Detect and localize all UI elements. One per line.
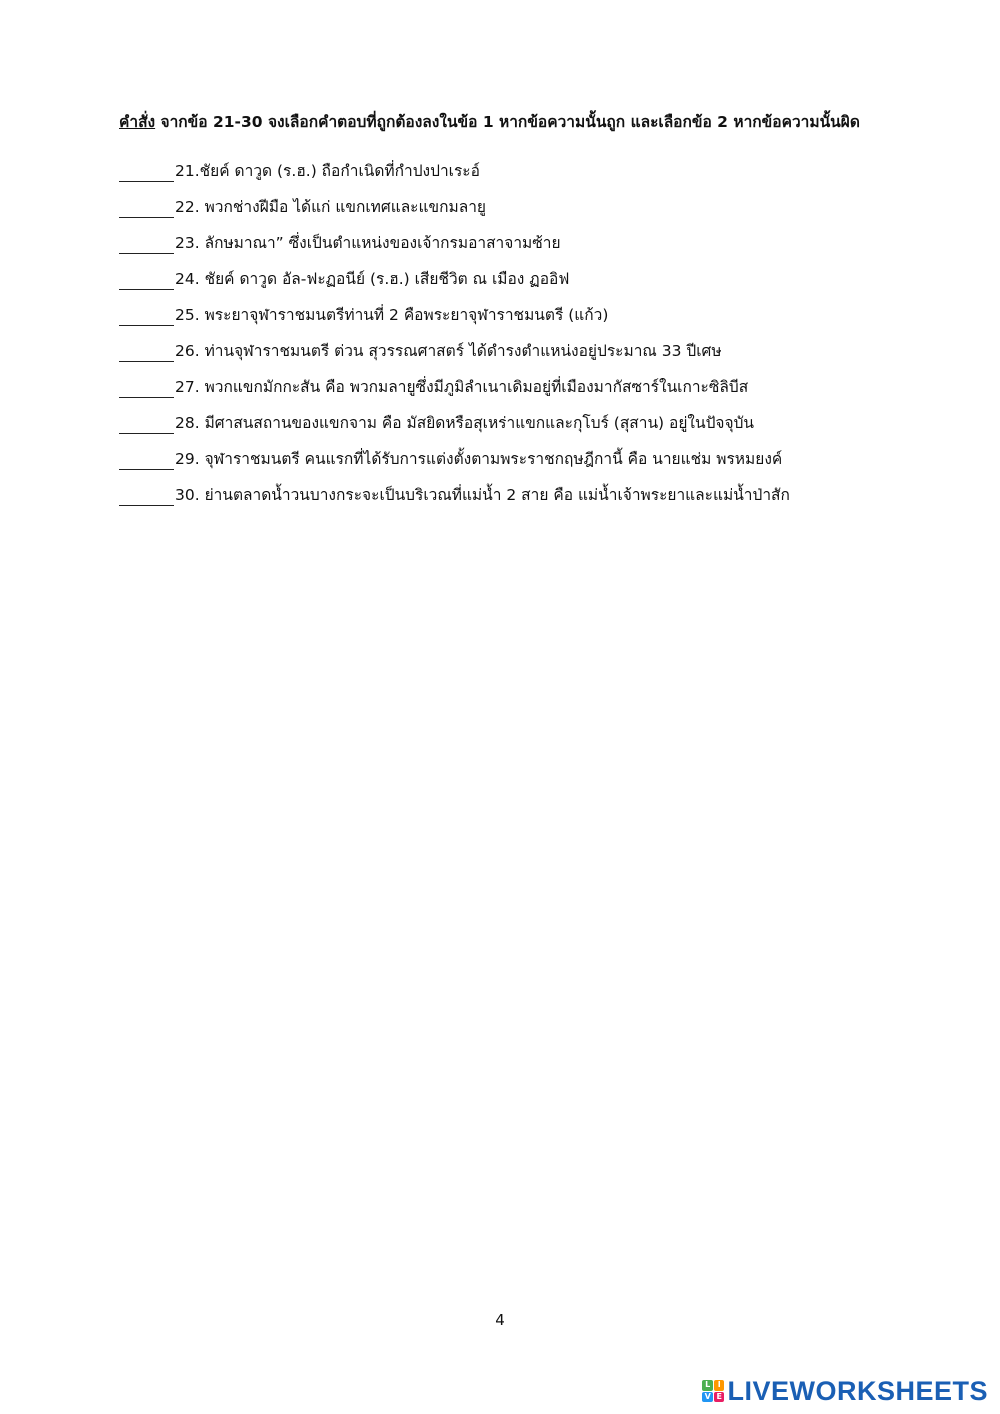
question-text: 25. พระยาจุฬาราชมนตรีท่านที่ 2 คือพระยาจุฬาราชมนตรี (แก้ว) xyxy=(175,306,609,324)
question-text: 29. จุฬาราชมนตรี คนแรกที่ได้รับการแต่งตั้งตามพระราชกฤษฎีกานี้ คือ นายแช่ม พรหมยงค์ xyxy=(175,450,783,468)
answer-blank[interactable] xyxy=(119,450,174,470)
instruction-text: จากข้อ 21-30 จงเลือกคำตอบที่ถูกต้องลงในข้อ 1 หากข้อความนั้นถูก และเลือกข้อ 2 หากข้อความนั้นผิด xyxy=(155,113,860,131)
question-item xyxy=(119,218,939,254)
question-item xyxy=(119,326,939,362)
question-item xyxy=(119,362,939,398)
question-item xyxy=(119,470,939,506)
answer-blank[interactable] xyxy=(119,198,174,218)
answer-blank[interactable] xyxy=(119,270,174,290)
liveworksheets-brand xyxy=(702,1375,988,1407)
question-list xyxy=(119,146,939,506)
answer-blank[interactable] xyxy=(119,306,174,326)
logo-tile: L xyxy=(702,1380,713,1391)
question-item xyxy=(119,290,939,326)
liveworksheets-logo-icon xyxy=(702,1380,724,1402)
logo-tile: E xyxy=(714,1392,725,1403)
question-item xyxy=(119,398,939,434)
instruction-label: คำสั่ง xyxy=(119,113,156,131)
question-item xyxy=(119,182,939,218)
question-item xyxy=(119,434,939,470)
question-text: 22. พวกช่างฝีมือ ได้แก่ แขกเทศและแขกมลายู xyxy=(175,198,486,216)
logo-tile: V xyxy=(702,1392,713,1403)
question-text: 28. มีศาสนสถานของแขกจาม คือ มัสยิดหรือสุเหร่าแขกและกุโบร์ (สุสาน) อยู่ในปัจจุบัน xyxy=(175,414,755,432)
page-number: 4 xyxy=(495,1311,505,1329)
answer-blank[interactable] xyxy=(119,414,174,434)
question-item xyxy=(119,146,939,182)
question-text: 21.ชัยค์ ดาวูด (ร.ฮ.) ถือกำเนิดที่กำปงปาเระอ์ xyxy=(175,162,480,180)
question-text: 27. พวกแขกมักกะสัน คือ พวกมลายูซึ่งมีภูมิลำเนาเดิมอยู่ที่เมืองมากัสซาร์ในเกาะซิลิบีส xyxy=(175,378,749,396)
answer-blank[interactable] xyxy=(119,486,174,506)
instruction xyxy=(119,110,939,134)
question-item xyxy=(119,254,939,290)
question-text: 30. ย่านตลาดน้ำวนบางกระจะเป็นบริเวณที่แม่น้ำ 2 สาย คือ แม่น้ำเจ้าพระยาและแม่น้ำป่าสัก xyxy=(175,486,790,504)
question-text: 23. ลักษมาณา” ซึ่งเป็นตำแหน่งของเจ้ากรมอาสาจามซ้าย xyxy=(175,234,561,252)
logo-tile: I xyxy=(714,1380,725,1391)
question-text: 24. ชัยค์ ดาวูด อัล-ฟะฏอนีย์ (ร.ฮ.) เสียชีวิต ณ เมือง ฏออิฟ xyxy=(175,270,570,288)
brand-name: LIVEWORKSHEETS xyxy=(727,1375,988,1406)
answer-blank[interactable] xyxy=(119,342,174,362)
answer-blank[interactable] xyxy=(119,162,174,182)
answer-blank[interactable] xyxy=(119,234,174,254)
question-text: 26. ท่านจุฬาราชมนตรี ต่วน สุวรรณศาสตร์ ได้ดำรงตำแหน่งอยู่ประมาณ 33 ปีเศษ xyxy=(175,342,722,360)
answer-blank[interactable] xyxy=(119,378,174,398)
